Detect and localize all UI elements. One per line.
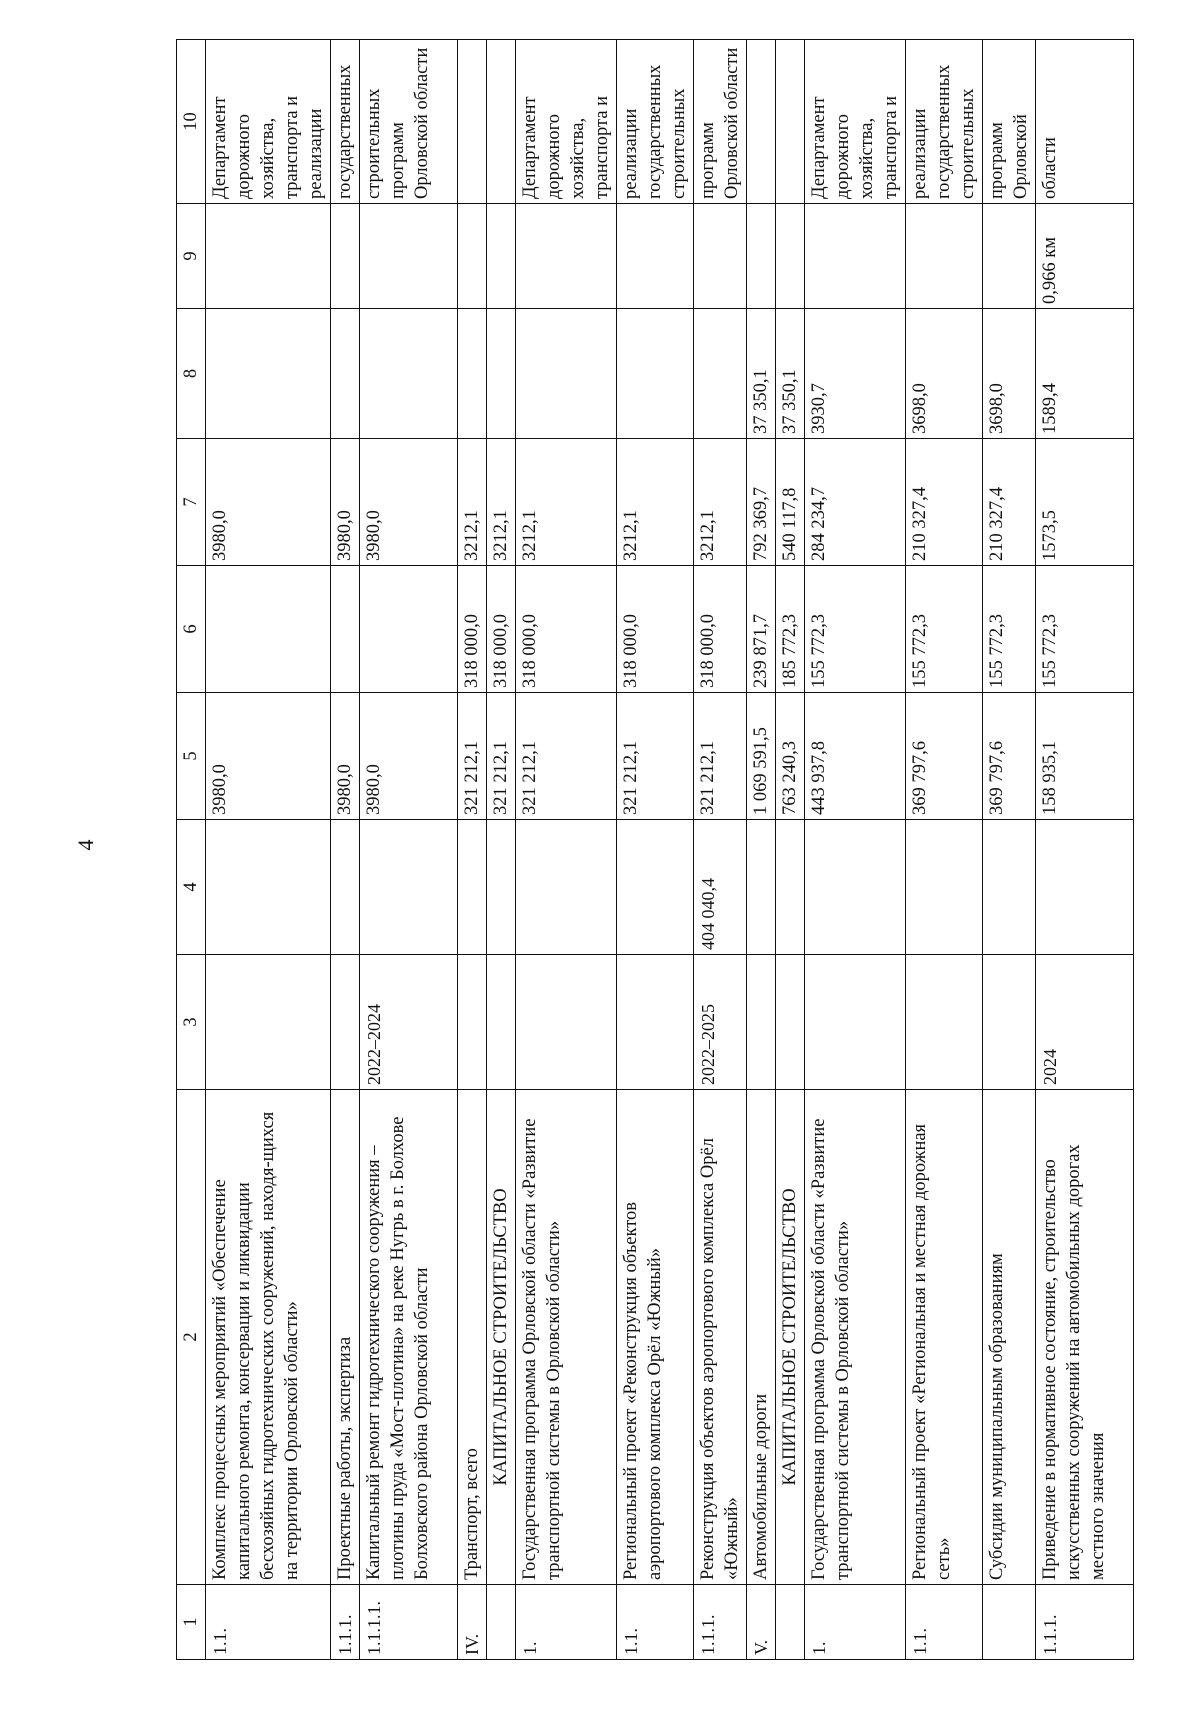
row-name: Комплекс процессных мероприятий «Обеспечение капитального ремонта, консервации и ликвидации бесхозяйных гидротехнических сооружений, находя-щихся на территории Орловской области» [206, 1090, 331, 1585]
row-executor [776, 40, 805, 204]
row-col6 [360, 566, 458, 693]
row-col9 [331, 204, 360, 309]
row-number: V. [747, 1585, 776, 1660]
row-col4 [206, 820, 331, 955]
row-col5: 321 212,1 [516, 693, 617, 820]
row-period: 2024 [1036, 955, 1134, 1090]
row-col9 [360, 204, 458, 309]
row-col7: 284 234,7 [805, 439, 906, 566]
row-col7: 3212,1 [487, 439, 516, 566]
row-col4 [360, 820, 458, 955]
row-name: КАПИТАЛЬНОЕ СТРОИТЕЛЬСТВО [487, 1090, 516, 1585]
row-col8: 1589,4 [1036, 309, 1134, 439]
row-col6: 185 772,3 [776, 566, 805, 693]
column-header: 3 [177, 955, 206, 1090]
row-executor: Департамент дорожного хозяйства, транспорта и [805, 40, 906, 204]
row-col4 [747, 820, 776, 955]
row-name: Капитальный ремонт гидротехнического сооружения – плотины пруда «Мост-плотина» на реке Нугрь в г. Болхове Болховского района Орловской области [360, 1090, 458, 1585]
table-row [805, 40, 906, 1660]
row-executor: программ Орловской области [694, 40, 747, 204]
column-header: 1 [177, 1585, 206, 1660]
row-name: Приведение в нормативное состояние, строительство искусственных сооружений на автомобильных дорогах местного значения [1036, 1090, 1134, 1585]
row-col6: 155 772,3 [1036, 566, 1134, 693]
row-col8: 3698,0 [906, 309, 983, 439]
row-period [906, 955, 983, 1090]
row-period [617, 955, 694, 1090]
row-col7: 3212,1 [458, 439, 487, 566]
table-row [458, 40, 487, 1660]
row-col8 [617, 309, 694, 439]
row-col4 [516, 820, 617, 955]
row-col9 [776, 204, 805, 309]
row-period [206, 955, 331, 1090]
row-col6: 318 000,0 [487, 566, 516, 693]
row-col6: 155 772,3 [983, 566, 1036, 693]
row-col9 [805, 204, 906, 309]
row-col9 [747, 204, 776, 309]
row-col5: 321 212,1 [617, 693, 694, 820]
row-name: Реконструкция объектов аэропортового комплекса Орёл «Южный» [694, 1090, 747, 1585]
row-col5: 321 212,1 [487, 693, 516, 820]
table-row [776, 40, 805, 1660]
table-row [983, 40, 1036, 1660]
row-col4 [805, 820, 906, 955]
row-col5: 321 212,1 [458, 693, 487, 820]
column-header: 2 [177, 1090, 206, 1585]
table-row [694, 40, 747, 1660]
page-number: 4 [73, 839, 98, 851]
row-col9: 0,966 км [1036, 204, 1134, 309]
budget-table [176, 39, 1134, 1660]
table-row [206, 40, 331, 1660]
row-period [747, 955, 776, 1090]
row-period [983, 955, 1036, 1090]
table-row [360, 40, 458, 1660]
row-col9 [458, 204, 487, 309]
row-col5: 3980,0 [360, 693, 458, 820]
row-executor: государственных [331, 40, 360, 204]
row-col6: 318 000,0 [516, 566, 617, 693]
row-col4 [487, 820, 516, 955]
table-row [747, 40, 776, 1660]
row-period: 2022–2025 [694, 955, 747, 1090]
table-row [1036, 40, 1134, 1660]
row-col4 [458, 820, 487, 955]
table-row [331, 40, 360, 1660]
row-name: Региональный проект «Региональная и местная дорожная сеть» [906, 1090, 983, 1585]
row-period [487, 955, 516, 1090]
row-col5: 3980,0 [331, 693, 360, 820]
row-number: 1.1.1. [331, 1585, 360, 1660]
row-col8: 3698,0 [983, 309, 1036, 439]
row-number: 1.1. [617, 1585, 694, 1660]
row-executor: реализации государственных строительных [906, 40, 983, 204]
row-col7: 540 117,8 [776, 439, 805, 566]
row-col5: 369 797,6 [983, 693, 1036, 820]
row-executor: строительных программ Орловской области [360, 40, 458, 204]
row-col9 [617, 204, 694, 309]
row-col5: 321 212,1 [694, 693, 747, 820]
row-executor [747, 40, 776, 204]
row-col7: 792 369,7 [747, 439, 776, 566]
row-name: Автомобильные дороги [747, 1090, 776, 1585]
row-period [516, 955, 617, 1090]
row-executor: программ Орловской [983, 40, 1036, 204]
row-col6: 155 772,3 [805, 566, 906, 693]
row-col8 [360, 309, 458, 439]
column-header: 8 [177, 309, 206, 439]
row-col8: 37 350,1 [776, 309, 805, 439]
row-col4 [906, 820, 983, 955]
row-col4: 404 040,4 [694, 820, 747, 955]
row-col5: 369 797,6 [906, 693, 983, 820]
table-row [906, 40, 983, 1660]
row-name: Субсидии муниципальным образованиям [983, 1090, 1036, 1585]
row-col7: 3212,1 [516, 439, 617, 566]
row-name: Региональный проект «Реконструкция объектов аэропортового комплекса Орёл «Южный» [617, 1090, 694, 1585]
row-number: 1. [516, 1585, 617, 1660]
row-col7: 3212,1 [694, 439, 747, 566]
row-name: Государственная программа Орловской области «Развитие транспортной системы в Орловской области» [805, 1090, 906, 1585]
row-col8 [206, 309, 331, 439]
row-col8: 37 350,1 [747, 309, 776, 439]
row-period [331, 955, 360, 1090]
row-col9 [487, 204, 516, 309]
row-period [805, 955, 906, 1090]
row-col9 [983, 204, 1036, 309]
row-period [776, 955, 805, 1090]
row-period [458, 955, 487, 1090]
row-col6: 239 871,7 [747, 566, 776, 693]
row-col5: 158 935,1 [1036, 693, 1134, 820]
row-col4 [776, 820, 805, 955]
row-col6: 155 772,3 [906, 566, 983, 693]
row-col8 [458, 309, 487, 439]
rotated-table-wrapper [176, 40, 1134, 1660]
row-col7: 3980,0 [360, 439, 458, 566]
row-col7: 3212,1 [617, 439, 694, 566]
row-number [776, 1585, 805, 1660]
row-col9 [206, 204, 331, 309]
row-number [487, 1585, 516, 1660]
row-col5: 763 240,3 [776, 693, 805, 820]
row-col9 [694, 204, 747, 309]
row-col6: 318 000,0 [458, 566, 487, 693]
row-col4 [331, 820, 360, 955]
row-name: КАПИТАЛЬНОЕ СТРОИТЕЛЬСТВО [776, 1090, 805, 1585]
table-row [487, 40, 516, 1660]
table-row [617, 40, 694, 1660]
column-header: 6 [177, 566, 206, 693]
row-number: 1. [805, 1585, 906, 1660]
row-col4 [617, 820, 694, 955]
row-col8 [694, 309, 747, 439]
row-col4 [1036, 820, 1134, 955]
row-col7: 3980,0 [331, 439, 360, 566]
column-header: 10 [177, 40, 206, 204]
row-name: Государственная программа Орловской области «Развитие транспортной системы в Орловской области» [516, 1090, 617, 1585]
row-col7: 210 327,4 [906, 439, 983, 566]
row-col9 [516, 204, 617, 309]
table-row [516, 40, 617, 1660]
column-header: 4 [177, 820, 206, 955]
row-col6 [331, 566, 360, 693]
row-col7: 1573,5 [1036, 439, 1134, 566]
row-executor [458, 40, 487, 204]
row-col8 [487, 309, 516, 439]
column-header: 5 [177, 693, 206, 820]
row-col6: 318 000,0 [694, 566, 747, 693]
row-number: 1.1. [906, 1585, 983, 1660]
row-col7: 3980,0 [206, 439, 331, 566]
column-header: 9 [177, 204, 206, 309]
row-col8: 3930,7 [805, 309, 906, 439]
row-col8 [331, 309, 360, 439]
row-name: Транспорт, всего [458, 1090, 487, 1585]
row-number [983, 1585, 1036, 1660]
row-number: 1.1.1.1. [360, 1585, 458, 1660]
row-col6: 318 000,0 [617, 566, 694, 693]
column-header: 7 [177, 439, 206, 566]
row-executor: реализации государственных строительных [617, 40, 694, 204]
row-executor: Департамент дорожного хозяйства, транспорта и реализации [206, 40, 331, 204]
row-col5: 443 937,8 [805, 693, 906, 820]
row-number: 1.1. [206, 1585, 331, 1660]
row-executor: Департамент дорожного хозяйства, транспорта и [516, 40, 617, 204]
row-col9 [906, 204, 983, 309]
row-executor: области [1036, 40, 1134, 204]
row-number: 1.1.1. [694, 1585, 747, 1660]
row-col7: 210 327,4 [983, 439, 1036, 566]
row-col5: 1 069 591,5 [747, 693, 776, 820]
row-col6 [206, 566, 331, 693]
row-name: Проектные работы, экспертиза [331, 1090, 360, 1585]
column-number-row [177, 40, 206, 1660]
row-col5: 3980,0 [206, 693, 331, 820]
row-col8 [516, 309, 617, 439]
row-period: 2022–2024 [360, 955, 458, 1090]
row-number: IV. [458, 1585, 487, 1660]
row-col4 [983, 820, 1036, 955]
row-number: 1.1.1. [1036, 1585, 1134, 1660]
row-executor [487, 40, 516, 204]
